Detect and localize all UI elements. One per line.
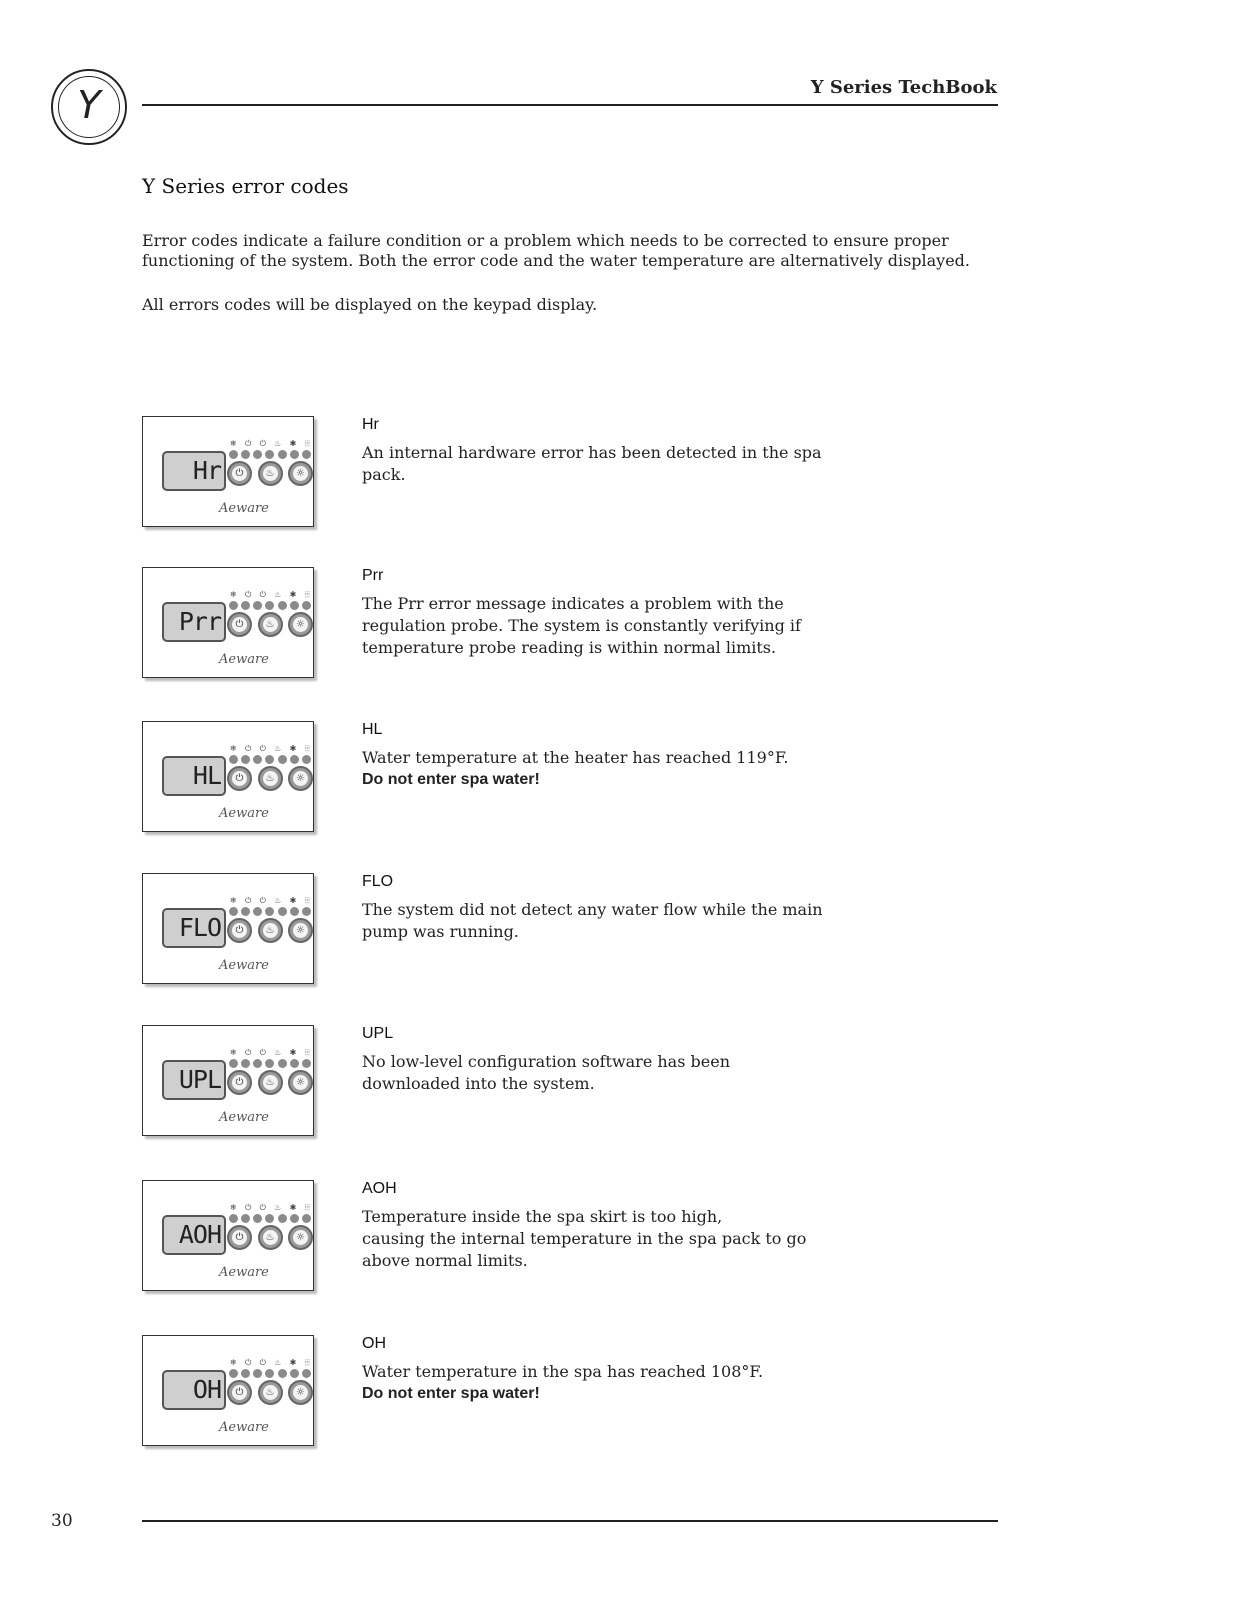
keypad-indicator-icon: ✱ <box>289 1048 297 1057</box>
keypad-button-icon: ⏻ <box>232 771 247 786</box>
keypad-indicator-icon: ♨ <box>274 1203 282 1212</box>
error-code-description <box>362 899 832 943</box>
code-description-line: temperature probe reading is within normal limits. <box>362 638 777 657</box>
indicator-light <box>278 755 287 764</box>
indicator-light <box>290 601 299 610</box>
error-code-entry <box>142 1180 1002 1298</box>
keypad-button-icon: ☼ <box>293 466 308 481</box>
keypad-button <box>227 918 252 943</box>
indicator-light <box>241 1214 250 1223</box>
keypad-lcd-display: Hr <box>162 451 226 491</box>
indicator-light <box>265 907 274 916</box>
indicator-light <box>241 907 250 916</box>
indicator-light <box>241 601 250 610</box>
keypad-button <box>288 1070 313 1095</box>
keypad-indicator-icon: ♨ <box>274 590 282 599</box>
indicator-light <box>265 755 274 764</box>
keypad-button-icon: ☼ <box>293 771 308 786</box>
indicator-light <box>278 1214 287 1223</box>
code-description-line: regulation probe. The system is constantly verifying if <box>362 616 801 635</box>
brand-logo: Aeware <box>219 501 269 516</box>
y-series-logo <box>51 69 127 145</box>
code-description-line: An internal hardware error has been detected in the spa pack. <box>362 443 822 484</box>
indicator-lights-row <box>229 601 311 611</box>
keypad-indicator-icon: ⏻ <box>259 744 266 753</box>
keypad-indicator-icon: ✱ <box>289 1358 297 1367</box>
keypad-indicator-icon: ⦙⦙⦙ <box>304 744 310 753</box>
keypad-indicator-icon: ♨ <box>274 1048 282 1057</box>
error-code-description <box>362 593 832 659</box>
indicator-light <box>229 1059 238 1068</box>
brand-logo: Aeware <box>219 652 269 667</box>
keypad-indicator-icon: ⦙⦙⦙ <box>304 439 310 448</box>
keypad-buttons <box>227 918 313 946</box>
keypad-indicator-icon: ❄ <box>230 1203 237 1212</box>
header-divider <box>142 104 998 106</box>
indicator-light <box>278 1369 287 1378</box>
keypad-button <box>258 1225 283 1250</box>
error-code-title: HL <box>362 721 383 738</box>
indicator-light <box>265 601 274 610</box>
keypad-buttons <box>227 1070 313 1098</box>
keypad-indicator-icon: ⦙⦙⦙ <box>304 896 310 905</box>
keypad-button-icon: ☼ <box>293 923 308 938</box>
intro-paragraph-2: All errors codes will be displayed on the keypad display. <box>142 295 598 314</box>
indicator-light <box>290 450 299 459</box>
indicator-lights-row <box>229 1214 311 1224</box>
keypad-button <box>227 766 252 791</box>
keypad-icons-row <box>227 1358 313 1368</box>
keypad-button <box>227 461 252 486</box>
error-code-description <box>362 1361 832 1405</box>
keypad-indicator-icon: ❄ <box>230 1358 237 1367</box>
indicator-light <box>229 907 238 916</box>
error-code-entry <box>142 1335 1002 1453</box>
keypad-indicator-icon: ❄ <box>230 896 237 905</box>
keypad-button <box>288 461 313 486</box>
keypad-button <box>227 1380 252 1405</box>
error-code-entry <box>142 416 1002 534</box>
keypad-icons-row <box>227 896 313 906</box>
indicator-light <box>265 1214 274 1223</box>
error-code-title: AOH <box>362 1180 397 1197</box>
keypad-button-icon: ♨ <box>263 617 278 632</box>
keypad-indicator-icon: ⦙⦙⦙ <box>304 1203 310 1212</box>
keypad-button <box>258 1070 283 1095</box>
header-title: Y Series TechBook <box>810 77 997 98</box>
indicator-light <box>278 1059 287 1068</box>
keypad-indicator-icon: ⏻ <box>244 1048 252 1057</box>
indicator-light <box>229 450 238 459</box>
keypad-button-icon: ♨ <box>263 1230 278 1245</box>
keypad-button-icon: ♨ <box>263 923 278 938</box>
keypad-button-icon: ☼ <box>293 1075 308 1090</box>
keypad-button-icon: ☼ <box>293 1385 308 1400</box>
keypad-indicator-icon: ⦙⦙⦙ <box>304 590 310 599</box>
keypad-button <box>258 612 283 637</box>
indicator-light <box>229 755 238 764</box>
keypad-indicator-icon: ⏻ <box>259 439 266 448</box>
keypad-button <box>258 1380 283 1405</box>
keypad-indicator-icon: ⏻ <box>244 1203 252 1212</box>
indicator-light <box>302 601 311 610</box>
error-code-description <box>362 1051 832 1095</box>
indicator-lights-row <box>229 907 311 917</box>
indicator-light <box>278 907 287 916</box>
keypad-button <box>288 1225 313 1250</box>
keypad-button-icon: ☼ <box>293 1230 308 1245</box>
indicator-light <box>290 1214 299 1223</box>
indicator-light <box>253 601 262 610</box>
error-code-title: UPL <box>362 1025 394 1042</box>
indicator-light <box>253 450 262 459</box>
indicator-light <box>265 1369 274 1378</box>
indicator-light <box>253 1214 262 1223</box>
keypad-buttons <box>227 612 313 640</box>
code-description-line: causing the internal temperature in the spa pack to go <box>362 1229 807 1248</box>
keypad-button <box>227 1070 252 1095</box>
indicator-light <box>265 450 274 459</box>
indicator-light <box>229 601 238 610</box>
error-code-title: FLO <box>362 873 394 890</box>
code-description-line: Water temperature in the spa has reached 108°F. <box>362 1362 764 1381</box>
indicator-light <box>253 755 262 764</box>
page-title: Y Series error codes <box>142 174 349 198</box>
keypad-icons-row <box>227 744 313 754</box>
keypad-indicator-icon: ❄ <box>230 1048 237 1057</box>
keypad-indicator-icon: ✱ <box>289 1203 297 1212</box>
indicator-light <box>253 907 262 916</box>
error-code-description <box>362 747 832 791</box>
keypad-button-icon: ⏻ <box>232 1075 247 1090</box>
intro-paragraph: Error codes indicate a failure condition or a problem which needs to be corrected to ensure proper functioning of the system. Both the error code and the water temperature are alternatively displayed. <box>142 231 971 270</box>
keypad-illustration <box>142 873 314 984</box>
keypad-button <box>288 766 313 791</box>
indicator-light <box>241 450 250 459</box>
keypad-indicator-icon: ❄ <box>230 439 237 448</box>
brand-logo: Aeware <box>219 806 269 821</box>
keypad-button-icon: ⏻ <box>232 617 247 632</box>
indicator-light <box>290 1369 299 1378</box>
keypad-indicator-icon: ⏻ <box>244 439 252 448</box>
keypad-indicator-icon: ♨ <box>274 744 282 753</box>
indicator-light <box>278 450 287 459</box>
keypad-button-icon: ♨ <box>263 1385 278 1400</box>
indicator-light <box>278 601 287 610</box>
keypad-illustration <box>142 1025 314 1136</box>
code-description-line: Water temperature at the heater has reached 119°F. <box>362 748 789 767</box>
error-code-description <box>362 1206 832 1272</box>
keypad-indicator-icon: ✱ <box>289 590 297 599</box>
keypad-button <box>288 612 313 637</box>
keypad-button-icon: ♨ <box>263 1075 278 1090</box>
keypad-lcd-display: HL <box>162 756 226 796</box>
keypad-button-icon: ♨ <box>263 771 278 786</box>
logo-letter: Y <box>77 83 101 127</box>
keypad-indicator-icon: ♨ <box>274 896 282 905</box>
error-code-title: Prr <box>362 567 384 584</box>
keypad-button <box>258 918 283 943</box>
keypad-lcd-display: UPL <box>162 1060 226 1100</box>
indicator-lights-row <box>229 1059 311 1069</box>
error-code-entry <box>142 873 1002 991</box>
keypad-button <box>227 612 252 637</box>
keypad-lcd-display: AOH <box>162 1215 226 1255</box>
error-code-description <box>362 442 832 486</box>
brand-logo: Aeware <box>219 1110 269 1125</box>
code-description-line: The Prr error message indicates a problem with the <box>362 594 784 613</box>
code-description-line: downloaded into the system. <box>362 1074 595 1093</box>
keypad-button-icon: ⏻ <box>232 466 247 481</box>
keypad-indicator-icon: ⏻ <box>259 1358 266 1367</box>
keypad-button <box>258 461 283 486</box>
keypad-lcd-display: Prr <box>162 602 226 642</box>
error-code-entry <box>142 567 1002 685</box>
indicator-light <box>302 1214 311 1223</box>
keypad-illustration <box>142 416 314 527</box>
keypad-button-icon: ⏻ <box>232 1385 247 1400</box>
keypad-indicator-icon: ⦙⦙⦙ <box>304 1048 310 1057</box>
keypad-buttons <box>227 1225 313 1253</box>
keypad-button <box>227 1225 252 1250</box>
keypad-indicator-icon: ✱ <box>289 439 297 448</box>
indicator-light <box>290 755 299 764</box>
keypad-icons-row <box>227 590 313 600</box>
keypad-illustration <box>142 1180 314 1291</box>
indicator-light <box>229 1214 238 1223</box>
indicator-light <box>241 1059 250 1068</box>
indicator-light <box>229 1369 238 1378</box>
indicator-light <box>302 1369 311 1378</box>
keypad-indicator-icon: ✱ <box>289 896 297 905</box>
page-number: 30 <box>51 1511 73 1531</box>
indicator-light <box>253 1059 262 1068</box>
indicator-light <box>302 755 311 764</box>
keypad-button-icon: ⏻ <box>232 1230 247 1245</box>
code-description-line: Temperature inside the spa skirt is too high, <box>362 1207 723 1226</box>
indicator-lights-row <box>229 1369 311 1379</box>
keypad-indicator-icon: ❄ <box>230 744 237 753</box>
indicator-lights-row <box>229 755 311 765</box>
keypad-indicator-icon: ⏻ <box>244 744 252 753</box>
keypad-indicator-icon: ⏻ <box>244 590 252 599</box>
keypad-indicator-icon: ⦙⦙⦙ <box>304 1358 310 1367</box>
keypad-indicator-icon: ⏻ <box>259 590 266 599</box>
brand-logo: Aeware <box>219 1420 269 1435</box>
code-description-line: pump was running. <box>362 922 519 941</box>
keypad-button-icon: ☼ <box>293 617 308 632</box>
indicator-light <box>290 907 299 916</box>
error-code-title: OH <box>362 1335 386 1352</box>
keypad-indicator-icon: ✱ <box>289 744 297 753</box>
keypad-buttons <box>227 766 313 794</box>
indicator-light <box>241 1369 250 1378</box>
error-code-entry <box>142 721 1002 839</box>
indicator-light <box>302 450 311 459</box>
keypad-icons-row <box>227 1048 313 1058</box>
keypad-button <box>288 918 313 943</box>
keypad-indicator-icon: ♨ <box>274 1358 282 1367</box>
keypad-icons-row <box>227 439 313 449</box>
indicator-light <box>302 1059 311 1068</box>
keypad-indicator-icon: ⏻ <box>244 1358 252 1367</box>
error-code-title: Hr <box>362 416 379 433</box>
indicator-light <box>302 907 311 916</box>
keypad-indicator-icon: ⏻ <box>244 896 252 905</box>
keypad-button-icon: ⏻ <box>232 923 247 938</box>
brand-logo: Aeware <box>219 1265 269 1280</box>
indicator-light <box>241 755 250 764</box>
keypad-button-icon: ♨ <box>263 466 278 481</box>
keypad-indicator-icon: ⏻ <box>259 1048 266 1057</box>
keypad-indicator-icon: ⏻ <box>259 1203 266 1212</box>
keypad-button <box>288 1380 313 1405</box>
indicator-light <box>253 1369 262 1378</box>
keypad-illustration <box>142 721 314 832</box>
error-code-entry <box>142 1025 1002 1143</box>
warning-text: Do not enter spa water! <box>362 771 540 788</box>
keypad-indicator-icon: ♨ <box>274 439 282 448</box>
code-description-line: The system did not detect any water flow while the main <box>362 900 823 919</box>
keypad-indicator-icon: ⏻ <box>259 896 266 905</box>
keypad-illustration <box>142 567 314 678</box>
footer-divider <box>142 1520 998 1522</box>
keypad-buttons <box>227 461 313 489</box>
indicator-light <box>265 1059 274 1068</box>
keypad-illustration <box>142 1335 314 1446</box>
keypad-icons-row <box>227 1203 313 1213</box>
indicator-light <box>290 1059 299 1068</box>
keypad-buttons <box>227 1380 313 1408</box>
code-description-line: No low-level configuration software has been <box>362 1052 730 1071</box>
keypad-lcd-display: OH <box>162 1370 226 1410</box>
code-description-line: above normal limits. <box>362 1251 528 1270</box>
keypad-lcd-display: FLO <box>162 908 226 948</box>
indicator-lights-row <box>229 450 311 460</box>
brand-logo: Aeware <box>219 958 269 973</box>
keypad-indicator-icon: ❄ <box>230 590 237 599</box>
warning-text: Do not enter spa water! <box>362 1385 540 1402</box>
keypad-button <box>258 766 283 791</box>
